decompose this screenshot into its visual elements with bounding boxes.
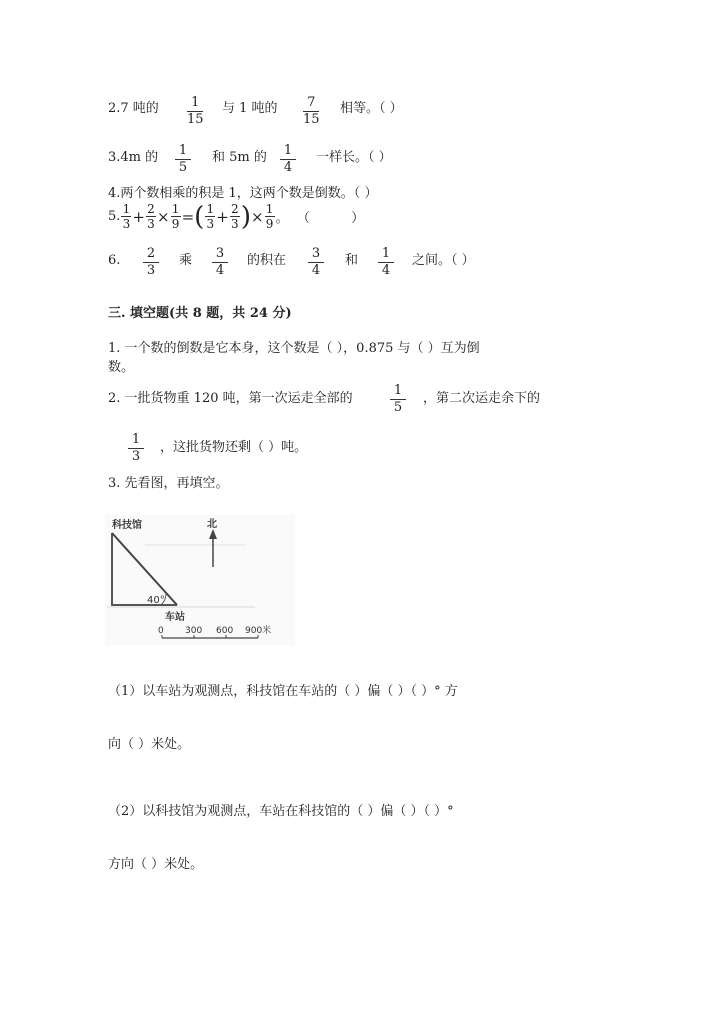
q6-word-multiply: 乘 bbox=[179, 253, 193, 268]
fraction-denominator: 4 bbox=[311, 263, 321, 278]
fill-q2-line1: 2. 一批货物重 120 吨，第一次运走全部的 bbox=[108, 391, 353, 406]
q4-text: 4.两个数相乘的积是 1，这两个数是倒数。（ ） bbox=[108, 186, 378, 201]
q3-prefix: 3.4m 的 bbox=[108, 150, 159, 165]
fraction-denominator: 15 bbox=[303, 112, 320, 127]
fraction-numerator: 2 bbox=[146, 246, 156, 261]
q6-word-and: 和 bbox=[345, 253, 359, 268]
fraction-denominator: 4 bbox=[283, 160, 293, 175]
fraction-denominator: 3 bbox=[146, 263, 156, 278]
q6-number: 6. bbox=[108, 253, 121, 268]
fraction-numerator: 1 bbox=[191, 95, 200, 110]
times-sign: × bbox=[251, 207, 264, 226]
label-north: 北 bbox=[207, 519, 217, 530]
q5-equation bbox=[108, 203, 364, 230]
plus-sign: + bbox=[132, 207, 145, 226]
q2-suffix: 相等。（ ） bbox=[340, 101, 403, 116]
fraction-denominator: 4 bbox=[215, 263, 225, 278]
fill-q3-intro: 3. 先看图，再填空。 bbox=[108, 476, 229, 491]
times-sign: × bbox=[156, 207, 170, 226]
scale-label-900: 900米 bbox=[245, 626, 272, 636]
q2-fraction-2 bbox=[301, 96, 322, 127]
sub2-line1: （2）以科技馆为观测点，车站在科技馆的（ ）偏（ ）（ ）° bbox=[108, 804, 454, 819]
fraction-numerator: 1 bbox=[131, 432, 141, 447]
scale-label-600: 600 bbox=[216, 626, 234, 636]
fraction-numerator: 1 bbox=[178, 143, 188, 158]
label-museum: 科技馆 bbox=[112, 520, 142, 531]
sub1-line2: 向（ ）米处。 bbox=[108, 737, 191, 752]
fill-q2-fraction-2 bbox=[128, 433, 144, 464]
fraction-denominator: 3 bbox=[131, 449, 141, 464]
right-paren: ) bbox=[240, 201, 252, 232]
q6-fraction-3 bbox=[308, 247, 324, 278]
q3-fraction-1 bbox=[175, 144, 191, 175]
eq-fraction bbox=[171, 203, 181, 230]
left-paren: ( bbox=[194, 201, 205, 232]
q6-word-product: 的积在 bbox=[247, 253, 287, 268]
fraction-numerator: 1 bbox=[171, 202, 180, 216]
q6-suffix: 之间。（ ） bbox=[412, 253, 475, 268]
label-station: 车站 bbox=[165, 612, 185, 623]
scale-label-300: 300 bbox=[185, 626, 203, 636]
q5-number: 5. bbox=[108, 209, 121, 224]
fraction-numerator: 7 bbox=[307, 95, 316, 110]
fraction-numerator: 1 bbox=[265, 202, 274, 216]
fraction-denominator: 9 bbox=[265, 217, 274, 231]
fraction-denominator: 15 bbox=[187, 112, 204, 127]
q5-suffix: 。 （ ） bbox=[275, 211, 365, 226]
q3-suffix: 一样长。（ ） bbox=[316, 150, 392, 165]
eq-fraction bbox=[146, 203, 156, 230]
fraction-numerator: 2 bbox=[147, 202, 155, 216]
fraction-numerator: 3 bbox=[311, 246, 321, 261]
fraction-numerator: 1 bbox=[393, 383, 403, 398]
sub2-line2: 方向（ ）米处。 bbox=[108, 857, 204, 872]
fraction-denominator: 3 bbox=[147, 217, 155, 231]
fraction-denominator: 9 bbox=[171, 217, 180, 231]
fill-q1-line2: 数。 bbox=[108, 360, 135, 375]
section-title: 三. 填空题(共 8 题，共 24 分) bbox=[108, 306, 292, 321]
fraction-numerator: 1 bbox=[381, 246, 391, 261]
q3-middle: 和 5m 的 bbox=[212, 150, 267, 165]
fraction-numerator: 3 bbox=[215, 246, 225, 261]
q6-fraction-1 bbox=[143, 247, 159, 278]
eq-fraction bbox=[230, 203, 240, 230]
fill-q1-line1: 1. 一个数的倒数是它本身，这个数是（ ），0.875 与（ ）互为倒 bbox=[108, 341, 480, 356]
map-figure bbox=[105, 515, 295, 645]
fraction-numerator: 1 bbox=[283, 143, 293, 158]
fraction-denominator: 3 bbox=[122, 217, 131, 231]
eq-fraction bbox=[121, 203, 131, 230]
eq-fraction bbox=[205, 203, 215, 230]
fill-q2-fraction-1 bbox=[390, 384, 406, 415]
equals-sign: = bbox=[181, 207, 195, 226]
fraction-numerator: 2 bbox=[231, 202, 239, 216]
fraction-numerator: 1 bbox=[206, 202, 215, 216]
q3-fraction-2 bbox=[280, 144, 296, 175]
q2-prefix: 2.7 吨的 bbox=[108, 101, 159, 116]
q2-fraction-1 bbox=[185, 96, 206, 127]
label-angle: 40° bbox=[147, 595, 165, 606]
fraction-denominator: 5 bbox=[178, 160, 188, 175]
fill-q2-line1-post: ，第二次运走余下的 bbox=[423, 391, 541, 406]
scale-label-0: 0 bbox=[158, 626, 164, 636]
q6-fraction-2 bbox=[212, 247, 228, 278]
fraction-denominator: 3 bbox=[231, 217, 239, 231]
fraction-denominator: 5 bbox=[393, 400, 403, 415]
fraction-denominator: 4 bbox=[381, 263, 391, 278]
fraction-numerator: 1 bbox=[122, 202, 131, 216]
q6-fraction-4 bbox=[378, 247, 394, 278]
sub1-line1: （1）以车站为观测点，科技馆在车站的（ ）偏（ ）（ ）° 方 bbox=[108, 684, 458, 699]
eq-fraction bbox=[265, 203, 275, 230]
fill-q2-line2: ，这批货物还剩（ ）吨。 bbox=[160, 440, 308, 455]
plus-sign: + bbox=[216, 207, 229, 226]
q2-middle: 与 1 吨的 bbox=[222, 101, 278, 116]
fraction-denominator: 3 bbox=[206, 217, 215, 231]
